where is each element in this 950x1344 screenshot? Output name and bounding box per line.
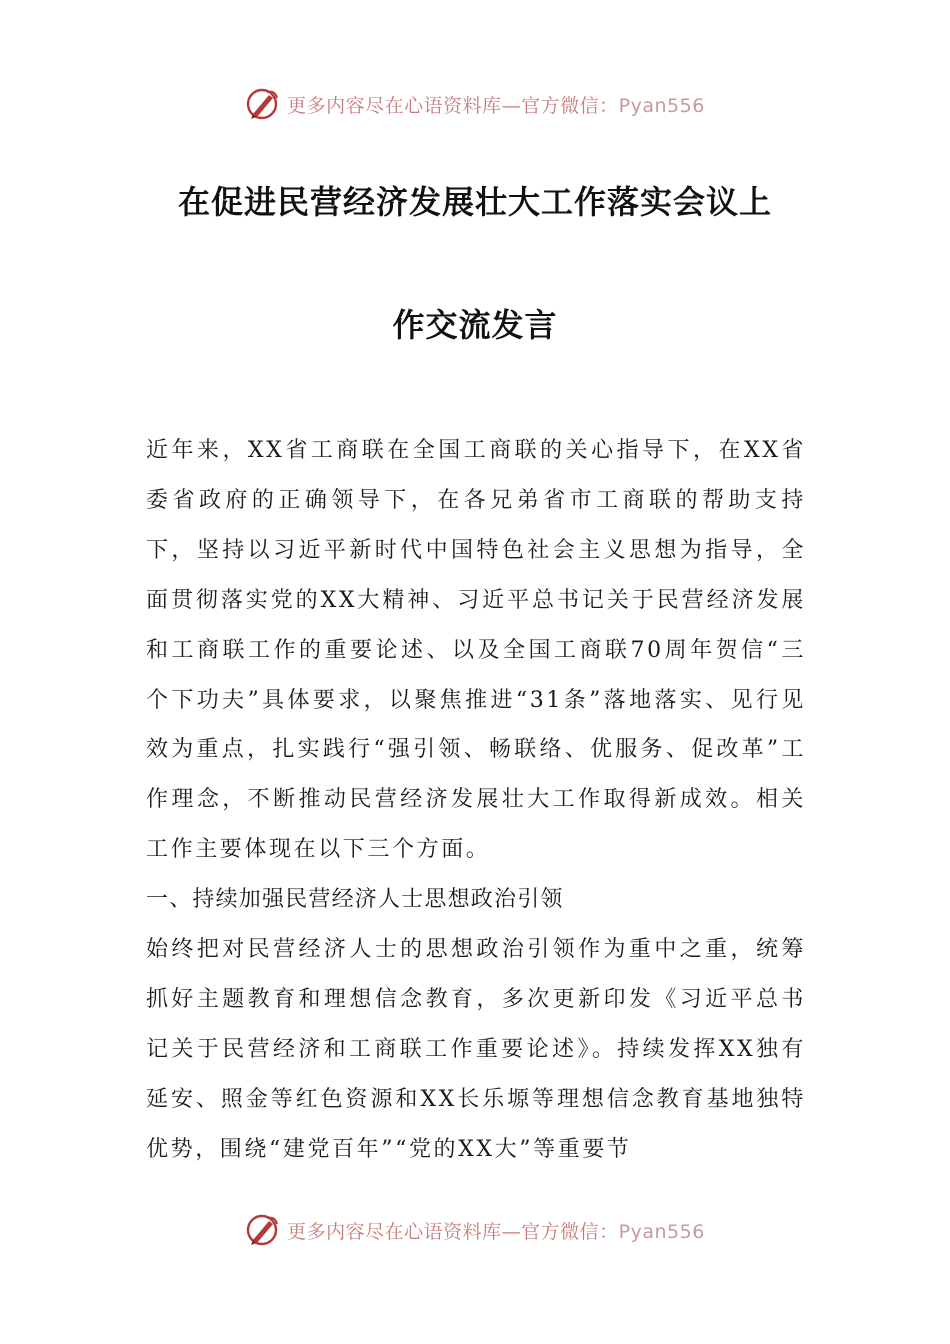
paragraph-intro: 近年来，XX省工商联在全国工商联的关心指导下，在XX省委省政府的正确领导下，在各兄弟省市工商联的帮助支持下，坚持以习近平新时代中国特色社会主义思想为指导，全面贯彻落实党的XX大精神、习近平总书记关于民营经济发展和工商联工作的重要论述、以及全国工商联70周年贺信“三个下功夫”具体要求，以聚焦推进“31条”落地落实、见行见效为重点，扎实践行“强引领、畅联络、优服务、促改革”工作理念，不断推动民营经济发展壮大工作取得新成效。相关工作主要体现在以下三个方面。 [146,438,806,863]
wechat-id: Pyan556 [618,1220,705,1243]
document-body [146,426,806,1175]
wechat-id: Pyan556 [618,94,705,117]
pen-logo-icon [245,86,281,122]
document-title-line2: 作交流发言 [392,306,558,344]
watermark-text: 更多内容尽在心语资料库—官方微信：Pyan556 [287,94,705,117]
document-title-line1: 在促进民营经济发展壮大工作落实会议上 [177,183,772,221]
watermark-banner-top [0,84,950,124]
paragraph-section-1: 始终把对民营经济人士的思想政治引领作为重中之重，统筹抓好主题教育和理想信念教育，多次更新印发《习近平总书记关于民营经济和工商联工作重要论述》。持续发挥XX独有延安、照金等红色资源和XX长乐塬等理想信念教育基地独特优势，围绕“建党百年”“党的XX大”等重要节 [146,937,806,1162]
watermark-text: 更多内容尽在心语资料库—官方微信：Pyan556 [287,1220,705,1243]
watermark-banner-bottom [0,1210,950,1250]
pen-logo-icon [245,1212,281,1248]
section-heading-1: 一、持续加强民营经济人士思想政治引领 [146,887,564,913]
